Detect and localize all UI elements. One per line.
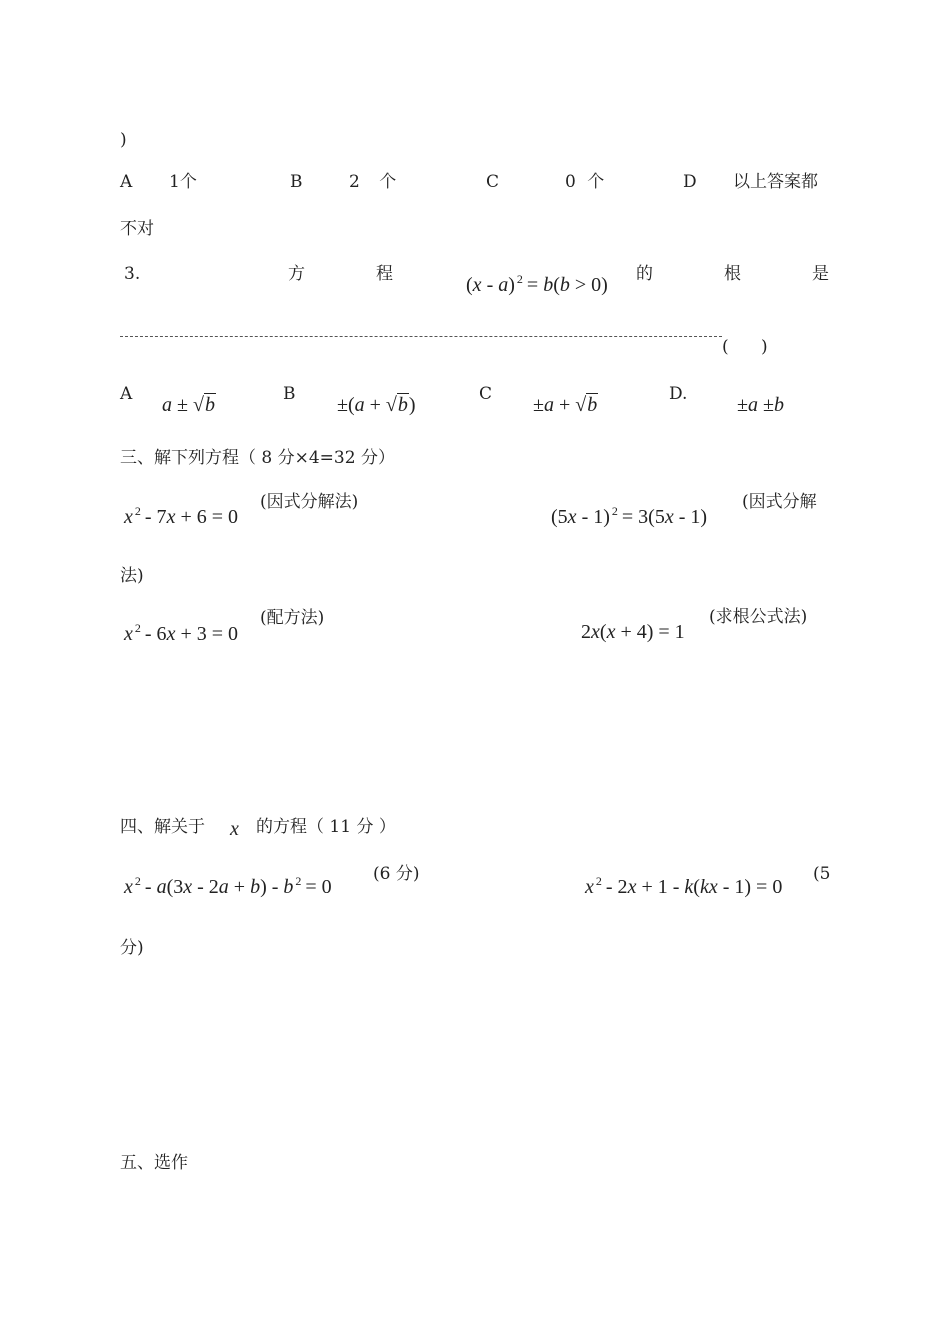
option-letter-c: C <box>486 172 500 192</box>
s4-equation-2: x $^2$ - 2x + 1 - k(kx - 1) = 0 <box>585 874 783 898</box>
s3-method-1: (因式分解法) <box>260 492 359 512</box>
option-text-d-wrap: 不对 <box>120 219 154 239</box>
q3-option-expr-d: ±a ±b <box>737 394 784 416</box>
q3-word-1: 方 <box>288 264 305 284</box>
option-letter-b: B <box>290 172 303 192</box>
s3-equation-1: x $^2$ - 7x + 6 = 0 <box>124 504 239 528</box>
option-text-c: 0 个 <box>565 172 605 192</box>
s3-equation-4: 2x(x + 4) = 1 <box>581 621 685 643</box>
q3-option-expr-b: ±(a + √b) <box>337 394 416 416</box>
q3-word-5: 是 <box>812 264 829 284</box>
option-text-b: 2 个 <box>349 172 397 192</box>
s3-equation-2: (5x - 1) $^2$ = 3(5x - 1) <box>551 504 708 528</box>
q3-word-2: 程 <box>376 264 393 284</box>
answer-paren: ( ) <box>722 337 768 357</box>
section-5-heading: 五、选作 <box>120 1153 188 1173</box>
q3-word-4: 根 <box>724 264 741 284</box>
s3-method-4: (求根公式法) <box>709 607 808 627</box>
q3-option-letter-a: A <box>120 384 133 404</box>
close-paren: ) <box>120 130 127 150</box>
s3-method-3: (配方法) <box>260 608 325 628</box>
question-number: 3. <box>124 264 141 284</box>
q3-option-expr-c: ±a + √b <box>533 394 598 416</box>
s3-method-2: (因式分解 <box>742 492 817 512</box>
section-4-heading-post: 的方程（ 11 分 ） <box>256 817 396 837</box>
option-letter-a: A <box>120 172 133 192</box>
option-text-a: 1个 <box>169 172 197 192</box>
q3-option-letter-c: C <box>479 384 493 404</box>
section-3-heading: 三、解下列方程（ 8 分×4=32 分） <box>120 448 395 468</box>
q3-equation: (x - a) $^2$ = b(b > 0) <box>466 272 608 296</box>
q3-option-letter-d: D. <box>669 384 688 404</box>
s4-points-1: (6 分) <box>373 864 420 884</box>
q3-option-letter-b: B <box>283 384 296 404</box>
section-4-heading-var: x <box>230 818 239 840</box>
option-text-d: 以上答案都 <box>733 172 818 192</box>
section-4-heading-pre: 四、解关于 <box>120 817 205 837</box>
s4-points-2-wrap: 分) <box>120 938 144 958</box>
option-letter-d: D <box>683 172 697 192</box>
s4-points-2: (5 <box>813 864 831 884</box>
s4-equation-1: x $^2$ - a(3x - 2a + b) - b $^2$ = 0 <box>124 874 332 898</box>
s3-method-2-wrap: 法) <box>120 566 144 586</box>
answer-line <box>120 336 722 337</box>
q3-option-expr-a: a ± √b <box>162 394 215 416</box>
q3-word-3: 的 <box>636 264 653 284</box>
s3-equation-3: x $^2$ - 6x + 3 = 0 <box>124 621 239 645</box>
